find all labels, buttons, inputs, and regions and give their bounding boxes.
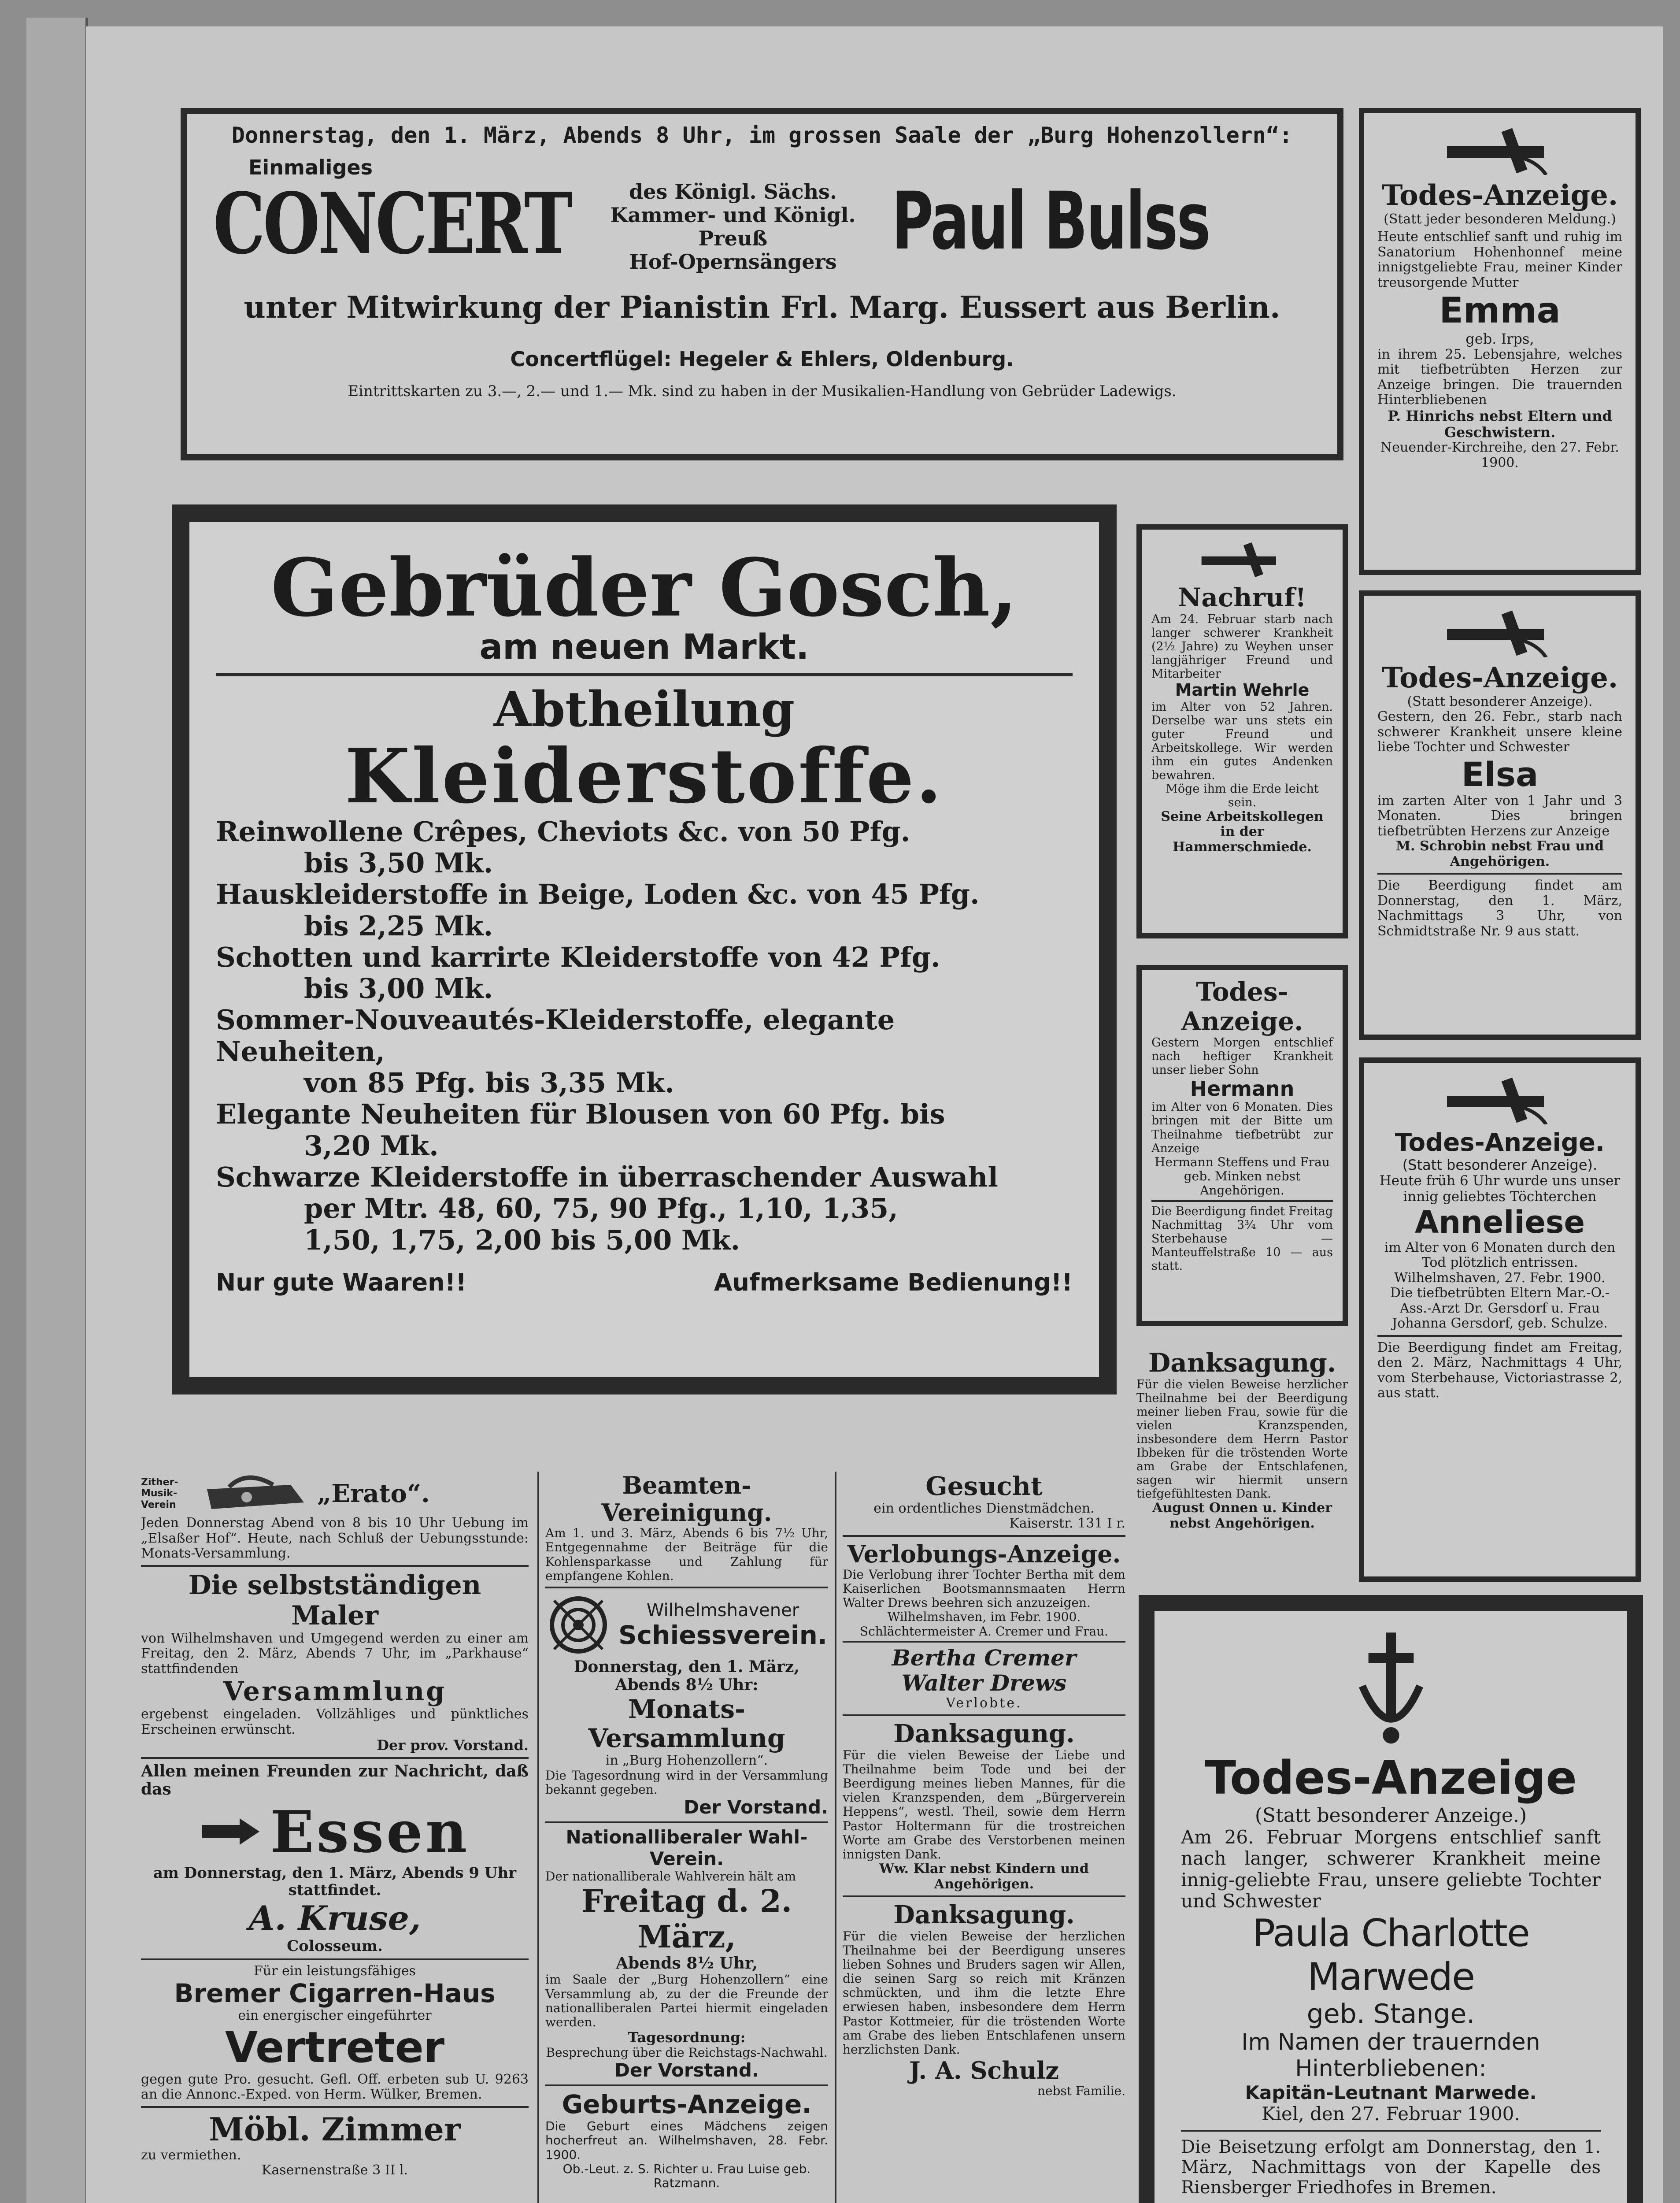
national-date: Freitag d. 2. März,: [581, 1883, 792, 1955]
gosch-kleiderstoffe: Kleiderstoffe.: [345, 732, 944, 821]
national-time: Abends 8½ Uhr,: [616, 1954, 758, 1973]
cross-icon: [1198, 541, 1286, 579]
gesucht-text: ein ordentliches Dienstmädchen.: [873, 1500, 1095, 1516]
todes-emma-title: Todes-Anzeige.: [1381, 179, 1618, 212]
todes-elsa-sub: (Statt besonderer Anzeige).: [1407, 694, 1593, 709]
concert-sub-2: Kammer- und Königl. Preuß: [610, 203, 856, 250]
dank1-notice: [1136, 1348, 1348, 1582]
gosch-item-1: Reinwollene Crêpes, Cheviots &c. von 50 Pfg.: [216, 815, 910, 848]
todes-elsa-ad: [1359, 590, 1641, 1040]
todes-hermann-ad: [1136, 965, 1348, 1326]
beamten-text: Am 1. und 3. März, Abends 6 bis 7½ Uhr, Entgegennahme der Beiträge für die Kohlensparkasse und Zahlung für empfangene Kohlen.: [545, 1526, 828, 1583]
todes-paula-text: Am 26. Februar Morgens entschlief sanft nach langer, schwerer Krankheit meine innig-geliebte Frau, unsere geliebte Tochter und Schwester: [1181, 1826, 1601, 1912]
todes-anneliese-sign: Die tiefbetrübten Eltern Mar.-O.-Ass.-Arzt Dr. Gersdorf u. Frau Johanna Gersdorf, geb. Schulze.: [1390, 1285, 1610, 1331]
concert-einmaliges: Einmaliges: [248, 156, 373, 179]
gesucht-address: Kaiserstr. 131 I r.: [1009, 1516, 1125, 1532]
schiess-place: in „Burg Hohenzollern“.: [605, 1753, 768, 1769]
todes-emma-name: Emma: [1439, 290, 1561, 331]
todes-hermann-text: Gestern Morgen entschlief nach heftiger Krankheit unser lieber Sohn: [1151, 1036, 1333, 1077]
todes-elsa-text2: im zarten Alter von 1 Jahr und 3 Monaten. Dies bringen tiefbetrübten Herzens zur Anzeige: [1377, 793, 1622, 839]
todes-paula-title: Todes-Anzeige: [1205, 1751, 1577, 1805]
gosch-item-3: Schotten und karrirte Kleiderstoffe von 42 Pfg.: [216, 941, 940, 973]
nachruf-sign: Seine Arbeitskollegen in der Hammerschmiede.: [1161, 809, 1324, 855]
todes-elsa-sign: M. Schrobin nebst Frau und Angehörigen.: [1395, 838, 1604, 869]
cigarren-notice: [141, 1964, 529, 2103]
national-sign: Der Vorstand.: [614, 2059, 759, 2081]
gosch-title: Gebrüder Gosch,: [270, 541, 1018, 634]
todes-emma-sign: P. Hinrichs nebst Eltern und Geschwistern.: [1388, 407, 1612, 441]
cigarren-vertreter: Vertreter: [225, 2023, 445, 2073]
gesucht-title: Gesucht: [925, 1472, 1043, 1501]
todes-emma-sub: (Statt jeder besonderen Meldung.): [1384, 211, 1616, 227]
dank3-sign: nebst Familie.: [1037, 2084, 1125, 2099]
zimmer-notice: [141, 2111, 529, 2178]
schiess-versammlung: Monats-Versammlung: [588, 1694, 785, 1754]
gosch-ad: [172, 504, 1117, 1394]
verlobung-date: Wilhelmshaven, im Febr. 1900.: [887, 1610, 1081, 1624]
maler-title: Die selbstständigen Maler: [188, 1569, 481, 1631]
maler-versammlung: Versammlung: [223, 1676, 447, 1707]
todes-anneliese-text2: im Alter von 6 Monaten durch den Tod plötzlich entrissen.: [1384, 1239, 1616, 1271]
beamten-title: Beamten-Vereinigung.: [601, 1472, 772, 1527]
todes-paula-namen: Im Namen der trauernden Hinterbliebenen:: [1241, 2029, 1540, 2082]
pointing-hand-icon: [200, 1812, 262, 1851]
divider: [141, 1565, 529, 1567]
national-tagesordnung: Tagesordnung:: [628, 2029, 746, 2046]
concert-title: CONCERT: [213, 174, 571, 273]
todes-paula-date: Kiel, den 27. Februar 1900.: [1262, 2103, 1520, 2125]
divider: [843, 1895, 1125, 1897]
todes-hermann-text3: Die Beerdigung findet Freitag Nachmittag 3¾ Uhr vom Sterbehause — Manteuffelstraße 10 — aus statt.: [1151, 1205, 1333, 1273]
gosch-item-6c: 1,50, 1,75, 2,00 bis 5,00 Mk.: [304, 1224, 740, 1256]
erato-title: „Erato“.: [317, 1479, 430, 1508]
todes-hermann-rule: [1151, 1200, 1333, 1202]
erato-label: Zither-Musik-Verein: [141, 1477, 178, 1510]
todes-anneliese-rule: [1377, 1335, 1622, 1337]
maler-sign: Der prov. Vorstand.: [377, 1737, 529, 1754]
gosch-abtheilung: Abtheilung: [493, 680, 795, 738]
schiess-title-1: Wilhelmshavener: [646, 1600, 799, 1621]
geburt-title: Geburts-Anzeige.: [562, 2089, 812, 2120]
divider: [545, 2084, 828, 2086]
gosch-item-4b: von 85 Pfg. bis 3,35 Mk.: [304, 1067, 674, 1099]
cigarren-text: Für ein leistungsfähiges: [253, 1963, 416, 1979]
concert-assist: unter Mitwirkung der Pianistin Frl. Marg. Eussert aus Berlin.: [244, 290, 1280, 325]
todes-emma-ad: [1359, 108, 1641, 575]
todes-anneliese-text: Heute früh 6 Uhr wurde uns unser innig geliebtes Töchterchen: [1379, 1173, 1621, 1205]
dank2-sign: Ww. Klar nebst Kindern und Angehörigen.: [879, 1861, 1089, 1892]
third-column: [835, 1472, 1125, 2203]
gosch-footer-left: Nur gute Waaren!!: [216, 1268, 466, 1296]
todes-elsa-name: Elsa: [1461, 754, 1539, 794]
concert-tickets: Eintrittskarten zu 3.—, 2.— und 1.— Mk. sind zu haben in der Musikalien-Handlung von Gebrüder Ladewigs.: [348, 382, 1177, 400]
divider: [141, 2106, 529, 2108]
todes-hermann-sign: Hermann Steffens und Frau geb. Minken nebst Angehörigen.: [1155, 1154, 1330, 1198]
todes-emma-text2: in ihrem 25. Lebensjahre, welches mit tiefbetrübten Herzen zur Anzeige bringen. Die trauernden Hinterbliebenen: [1377, 346, 1622, 408]
national-text2: im Saale der „Burg Hohenzollern“ eine Versammlung ab, zu der die Freunde der nationalliberalen Partei hiermit eingeladen werden.: [545, 1972, 828, 2029]
schiess-text: Die Tagesordnung wird in der Versammlung bekannt gegeben.: [545, 1768, 828, 1797]
maler-text2: ergebenst eingeladen. Vollzähliges und pünktliches Erscheinen erwünscht.: [141, 1706, 529, 1737]
todes-paula-sub: (Statt besonderer Anzeige.): [1254, 1804, 1527, 1827]
divider: [843, 1535, 1125, 1537]
gosch-item-5: Elegante Neuheiten für Blousen von 60 Pfg. bis: [216, 1098, 945, 1131]
maler-notice: [141, 1570, 529, 1754]
divider: [545, 1821, 828, 1823]
target-emblem-icon: [545, 1592, 611, 1658]
zimmer-text: zu vermiethen.: [141, 2147, 241, 2163]
gosch-item-1b: bis 3,50 Mk.: [304, 846, 493, 879]
page-edge: [26, 18, 88, 2203]
essen-text: Allen meinen Freunden zur Nachricht, daß das: [141, 1762, 529, 1799]
nachruf-title: Nachruf!: [1178, 582, 1306, 612]
dank3-name: J. A. Schulz: [909, 2056, 1059, 2085]
dank1-text: Für die vielen Beweise herzlicher Theilnahme bei der Beerdigung meiner lieben Frau, sowie für die vielen Kranzspenden, insbesondere dem Herrn Pastor Ibbeken für die tröstenden Worte am Grabe der Entschlafenen, sagen wir hiermit unsern tiefgefühltesten Dank.: [1136, 1377, 1348, 1501]
national-text: Der nationalliberale Wahlverein hält am: [545, 1869, 796, 1884]
essen-place: Colosseum.: [287, 1937, 383, 1955]
divider: [545, 1587, 828, 1588]
dank3-text: Für die vielen Beweise der herzlichen Theilnahme bei der Beerdigung unseres lieben Sohnes und Bruders sagen wir Allen, die seinen Sarg so reich mit Kränzen schmückten, und ihm die letzte Ehre erwiesen haben, insbesondere dem Herrn Pastor Kottmeier, für die tröstenden Worte am Grabe des lieben Entschlafenen unsern herzlichsten Dank.: [843, 1929, 1125, 2057]
todes-anneliese-sub: (Statt besonderer Anzeige).: [1402, 1157, 1598, 1174]
verlobung-name-2: Walter Drews: [901, 1670, 1067, 1696]
national-text3: Besprechung über die Reichstags-Nachwahl.: [546, 2045, 828, 2060]
dank2-title: Danksagung.: [893, 1719, 1075, 1749]
todes-elsa-text3: Die Beerdigung findet am Donnerstag, den 1. März, Nachmittags 3 Uhr, von Schmidtstraße Nr. 9 aus statt.: [1377, 878, 1622, 939]
todes-elsa-rule: [1377, 873, 1622, 875]
todes-emma-geb: geb. Irps,: [1465, 330, 1534, 348]
gosch-item-2b: bis 2,25 Mk.: [304, 909, 493, 942]
cigarren-text2: ein energischer eingeführter: [238, 2007, 432, 2023]
todes-paula-sign: Kapitän-Leutnant Marwede.: [1245, 2081, 1537, 2103]
todes-anneliese-date: Wilhelmshaven, 27. Febr. 1900.: [1394, 1270, 1606, 1286]
verlobung-text: Die Verlobung ihrer Tochter Bertha mit dem Kaiserlichen Bootsmannsmaaten Herrn Walter Drews beehren sich anzuzeigen.: [843, 1567, 1125, 1610]
erato-text: Jeden Donnerstag Abend von 8 bis 10 Uhr Uebung im „Elsaßer Hof“. Heute, nach Schluß der Uebungsstunde: Monats-Versammlung.: [141, 1515, 529, 1561]
gosch-item-6: Schwarze Kleiderstoffe in überraschender Auswahl: [216, 1161, 998, 1193]
zither-icon: [203, 1472, 308, 1516]
verlobung-sign: Schlächtermeister A. Cremer und Frau.: [859, 1624, 1109, 1639]
schiess-title-2: Schiessverein.: [618, 1620, 827, 1650]
dank2-text: Für die vielen Beweise der Liebe und Theilnahme beim Tode und bei der Beerdigung meines lieben Mannes, für die vielen Kranzspenden, dem „Bürgerverein Heppens“, westl. Theil, sowie dem Herrn Pastor Holtermann für die trostreichen Worte am Grabe des Verstorbenen meinen innigsten Dank.: [843, 1747, 1125, 1862]
todes-paula-rule: [1181, 2130, 1601, 2132]
gosch-sub: am neuen Markt.: [479, 627, 809, 667]
concert-performer: Paul Bulss: [892, 175, 1210, 267]
dank1-sign: August Onnen u. Kinder nebst Angehörigen.: [1152, 1500, 1332, 1531]
nachruf-text3: Möge ihm die Erde leicht sein.: [1166, 782, 1319, 809]
gosch-rule: [216, 673, 1073, 676]
cross-icon: [1443, 1076, 1557, 1124]
gosch-item-4: Sommer-Nouveautés-Kleiderstoffe, elegante Neuheiten,: [216, 1004, 895, 1068]
nachruf-name: Martin Wehrle: [1175, 680, 1310, 700]
todes-anneliese-name: Anneliese: [1415, 1204, 1585, 1241]
concert-date: Donnerstag, den 1. März, Abends 8 Uhr, im grossen Saale der „Burg Hohenzollern“:: [231, 122, 1293, 148]
middle-column: [537, 1472, 828, 2203]
verlobung-title: Verlobungs-Anzeige.: [847, 1539, 1121, 1568]
cross-wreath-icon: [1349, 1628, 1433, 1752]
verlobung-verlobte: Verlobte.: [946, 1695, 1022, 1711]
cigarren-title: Bremer Cigarren-Haus: [174, 1978, 496, 2009]
zimmer-address: Kasernenstraße 3 II l.: [261, 2162, 408, 2178]
todes-hermann-name: Hermann: [1190, 1076, 1295, 1101]
essen-notice: [141, 1762, 529, 1955]
divider: [843, 1641, 1125, 1643]
gosch-item-3b: bis 3,00 Mk.: [304, 972, 493, 1005]
cigarren-text3: gegen gute Pro. gesucht. Gefl. Off. erbeten sub U. 9263 an die Annonc.-Exped. von Herm. Wülker, Bremen.: [141, 2071, 529, 2103]
erato-notice: [141, 1472, 529, 1561]
todes-anneliese-text3: Die Beerdigung findet am Freitag, den 2. März, Nachmittags 4 Uhr, vom Sterbehause, Victoriastrasse 2, aus statt.: [1377, 1339, 1622, 1401]
dank1-title: Danksagung.: [1148, 1348, 1336, 1378]
divider: [843, 1714, 1125, 1716]
todes-paula-name: Paula Charlotte Marwede: [1252, 1911, 1529, 1999]
divider: [141, 1958, 529, 1960]
essen-name: A. Kruse,: [248, 1899, 421, 1938]
divider: [141, 1757, 529, 1759]
nachruf-ad: [1136, 524, 1348, 938]
dank3-title: Danksagung.: [893, 1900, 1075, 1930]
gosch-footer-right: Aufmerksame Bedienung!!: [714, 1268, 1073, 1296]
zimmer-title: Möbl. Zimmer: [209, 2110, 461, 2148]
concert-sub-1: des Königl. Sächs.: [629, 180, 837, 204]
geburt-text: Die Geburt eines Mädchens zeigen hocherfreut an. Wilhelmshaven, 28. Febr. 1900.: [545, 2119, 828, 2162]
essen-date: am Donnerstag, den 1. März, Abends 9 Uhr stattfindet.: [153, 1864, 517, 1899]
national-title: Nationalliberaler Wahl-Verein.: [566, 1826, 808, 1869]
verlobung-name-1: Bertha Cremer: [892, 1644, 1077, 1671]
todes-elsa-title: Todes-Anzeige.: [1381, 661, 1618, 694]
todes-hermann-text2: im Alter von 6 Monaten. Dies bringen mit der Bitte um Theilnahme tiefbetrübt zur Anzeige: [1151, 1100, 1333, 1155]
todes-paula-ad: [1139, 1595, 1643, 2203]
gosch-item-2: Hauskleiderstoffe in Beige, Loden &c. von 45 Pfg.: [216, 878, 980, 911]
todes-elsa-text: Gestern, den 26. Febr., starb nach schwerer Krankheit unsere kleine liebe Tochter und Schwester: [1377, 709, 1622, 755]
nachruf-text: Am 24. Februar starb nach langer schwerer Krankheit (2½ Jahre) zu Weyhen unser langjähriger Freund und Mitarbeiter: [1151, 612, 1333, 681]
schiess-sign: Der Vorstand.: [684, 1796, 828, 1818]
cross-icon: [1443, 126, 1557, 175]
todes-paula-geb: geb. Stange.: [1306, 1999, 1475, 2030]
left-column: [141, 1472, 529, 2203]
schiess-date: Donnerstag, den 1. März, Abends 8½ Uhr:: [574, 1657, 799, 1695]
todes-hermann-title: Todes-Anzeige.: [1181, 977, 1303, 1036]
todes-anneliese-ad: [1359, 1057, 1641, 1582]
todes-emma-text: Heute entschlief sanft und ruhig im Sanatorium Hohenhonnef meine innigstgeliebte Frau, meiner Kinder treusorgende Mutter: [1377, 229, 1622, 290]
newspaper-page: [86, 26, 1663, 2203]
todes-anneliese-title: Todes-Anzeige.: [1395, 1128, 1605, 1157]
cross-icon: [1443, 609, 1557, 657]
nachruf-text2: im Alter von 52 Jahren. Derselbe war uns stets ein guter Freund und Arbeitskollege. Wir werden ihm ein gutes Andenken bewahren.: [1151, 700, 1333, 782]
concert-sub-3: Hof-Opernsängers: [629, 249, 837, 274]
concert-ad: [181, 108, 1343, 460]
concert-fluegel: Concertflügel: Hegeler & Ehlers, Oldenburg.: [510, 347, 1014, 371]
maler-text: von Wilhelmshaven und Umgegend werden zu einer am Freitag, den 2. März, Abends 7 Uhr, im „Parkhause“ stattfindenden: [141, 1630, 529, 1676]
gosch-item-6b: per Mtr. 48, 60, 75, 90 Pfg., 1,10, 1,35,: [304, 1192, 898, 1225]
todes-emma-date: Neuender-Kirchreihe, den 27. Febr. 1900.: [1380, 440, 1619, 471]
todes-paula-text2: Die Beisetzung erfolgt am Donnerstag, den 1. März, Nachmittags von der Kapelle des Riensberger Friedhofes in Bremen.: [1181, 2137, 1601, 2198]
gosch-item-5b: 3,20 Mk.: [304, 1129, 439, 1162]
geburt-sign: Ob.-Leut. z. S. Richter u. Frau Luise geb. Ratzmann.: [562, 2161, 811, 2190]
essen-title: Essen: [270, 1798, 470, 1866]
